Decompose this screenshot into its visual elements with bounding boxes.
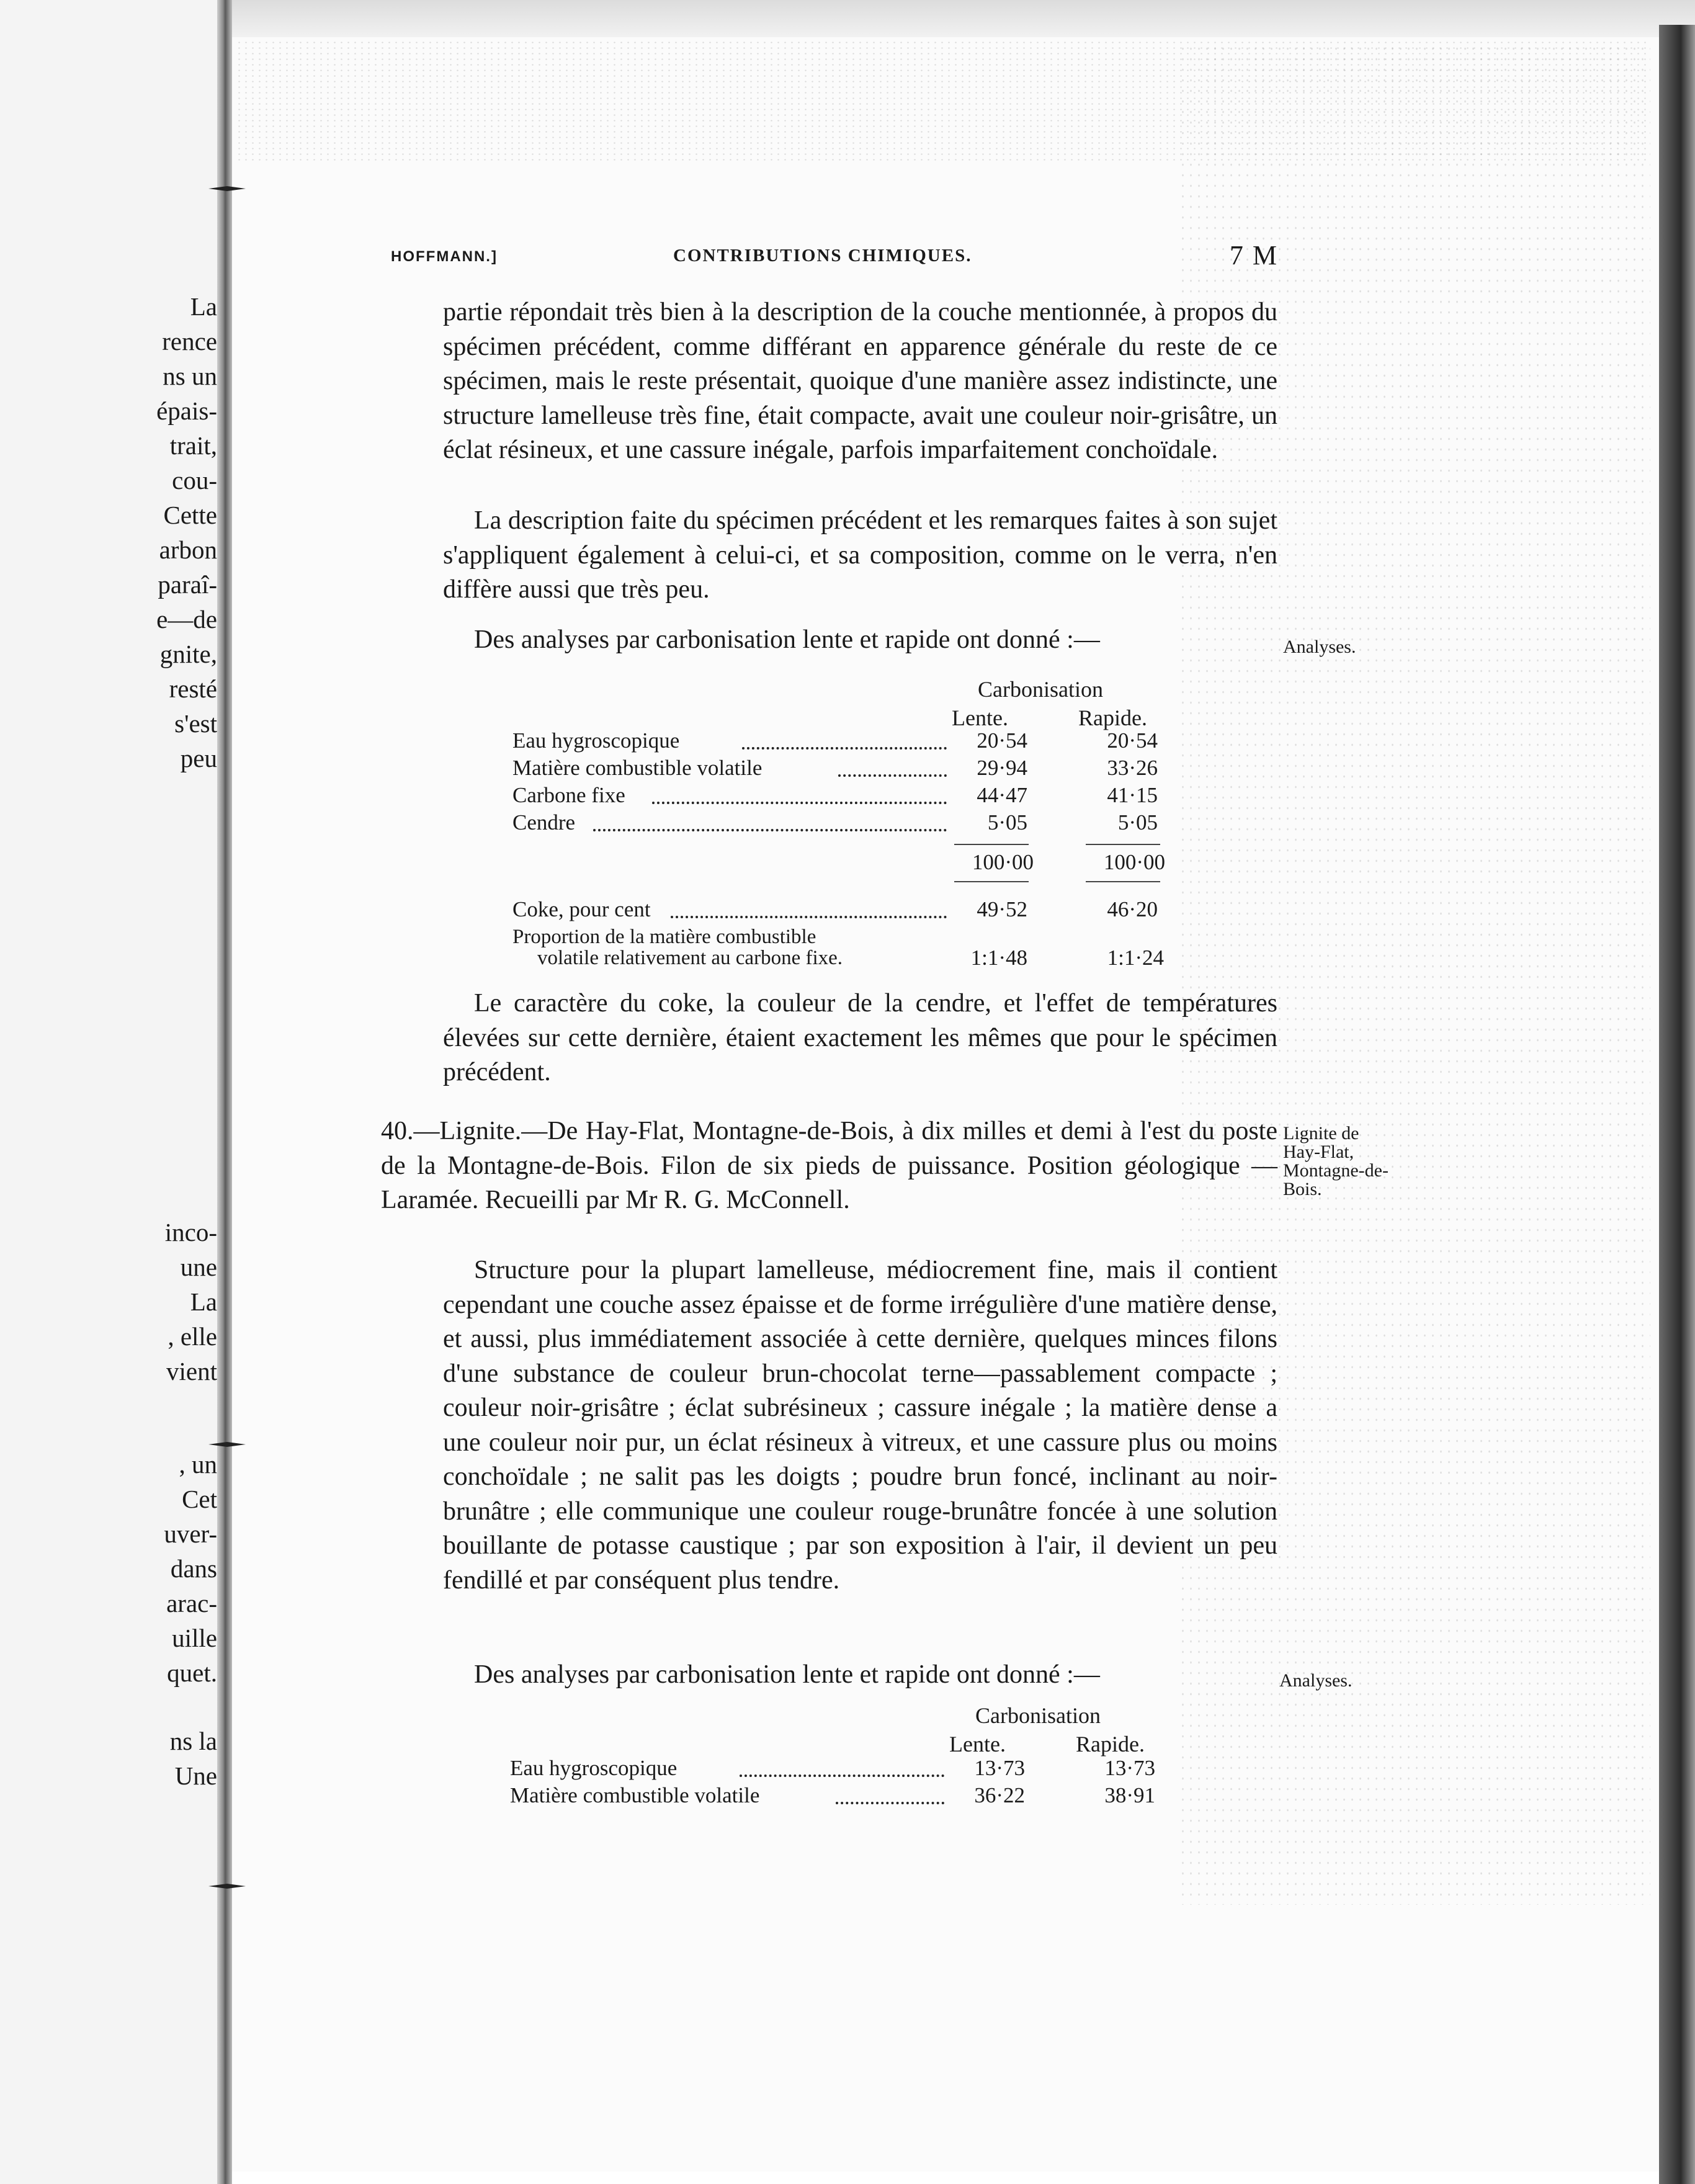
- table-row-label: Cendre: [512, 810, 576, 835]
- page-top-edge: [232, 0, 1695, 40]
- facing-text-line: Cet: [182, 1485, 217, 1513]
- margin-note-line: Bois.: [1283, 1179, 1322, 1199]
- paragraph: partie répondait très bien à la description de la couche mentionnée, à propos du spécimen précédent, comme différant en apparence générale du reste de ce spécimen, mais le reste présentait, quoique d'une manière assez indistincte, une structure lamelleuse très fine, était compacte, avait une couleur noir-grisâtre, un éclat résineux, et une cassure inégale, parfois imparfaitement conchoïdale.: [443, 298, 1277, 464]
- table-cell-rapide: 41·15: [1107, 783, 1158, 807]
- facing-text-line: trait,: [169, 431, 217, 460]
- running-head: [391, 240, 1278, 274]
- facing-text-line: ns un: [163, 362, 217, 390]
- table-total-lente: 100·00: [972, 850, 1034, 874]
- page-number: 7 M: [1229, 240, 1278, 271]
- leader-dots: [838, 774, 947, 777]
- column-header-lente: Lente.: [952, 705, 1008, 730]
- facing-text-line: rence: [162, 327, 217, 356]
- table-cell-lente: 49·52: [977, 897, 1027, 921]
- paragraph: La description faite du spécimen précédent et les remarques faites à son sujet s'appliquent également à celui-ci, et sa composition, comme on le verra, n'en diffère aussi que très peu.: [443, 506, 1277, 604]
- table-rule: [954, 881, 1029, 882]
- table-row-label: Coke, pour cent: [512, 897, 651, 921]
- table-cell-lente: 29·94: [977, 756, 1027, 780]
- facing-text-line: uver-: [164, 1519, 217, 1548]
- margin-note-line: Hay-Flat,: [1283, 1142, 1354, 1162]
- facing-text-line: , un: [179, 1450, 217, 1479]
- table-cell-lente: 1:1·48: [970, 946, 1027, 970]
- book-spine: [217, 0, 232, 2184]
- margin-note-line: Lignite de: [1283, 1123, 1359, 1143]
- table-cell-rapide: 13·73: [1104, 1756, 1155, 1780]
- column-header-rapide: Rapide.: [1076, 1732, 1145, 1757]
- facing-text-line: peu: [180, 744, 217, 772]
- facing-text-line: ns la: [169, 1727, 217, 1755]
- table-body: [512, 728, 1170, 1001]
- facing-text-line: e—de: [156, 605, 217, 633]
- leader-dots: [742, 747, 947, 750]
- column-header-lente: Lente.: [949, 1732, 1006, 1757]
- facing-text-line: s'est: [174, 709, 217, 738]
- column-header-rapide: Rapide.: [1078, 705, 1147, 730]
- facing-text-line: épais-: [156, 396, 217, 425]
- table-total-rapide: 100·00: [1103, 850, 1165, 874]
- table-rule: [1086, 844, 1160, 845]
- leader-dots: [652, 802, 947, 804]
- facing-text-line: , elle: [168, 1322, 217, 1351]
- table-row-label: Matière combustible volatile: [512, 756, 763, 780]
- margin-note-lignite: [1283, 1124, 1389, 1199]
- facing-text-line: arac-: [166, 1589, 217, 1618]
- facing-text-line: dans: [170, 1554, 217, 1583]
- running-head-title: CONTRIBUTIONS CHIMIQUES.: [673, 246, 972, 266]
- table-row-label: Matière combustible volatile: [510, 1783, 760, 1807]
- paragraph: Des analyses par carbonisation lente et rapide ont donné :—: [474, 1660, 1100, 1689]
- table-cell-rapide: 38·91: [1104, 1783, 1155, 1807]
- facing-text-line: arbon: [159, 535, 217, 564]
- facing-text-line: uille: [172, 1624, 217, 1652]
- table-rule: [1086, 881, 1160, 882]
- facing-text-line: La: [190, 292, 217, 321]
- paragraph: Le caractère du coke, la couleur de la cendre, et l'effet de températures élevées sur cette dernière, étaient exactement les mêmes que pour le spécimen précédent.: [443, 989, 1277, 1086]
- leader-dots: [836, 1802, 944, 1804]
- running-head-author: HOFFMANN.]: [391, 248, 498, 265]
- table-header: Carbonisation: [975, 1703, 1101, 1728]
- facing-text-line: La: [190, 1287, 217, 1316]
- margin-note-analyses: Analyses.: [1283, 637, 1356, 657]
- paragraph: Structure pour la plupart lamelleuse, médiocrement fine, mais il contient cependant une couche assez épaisse et de forme irrégulière d'une matière dense, et aussi, plus immédiatement associée à cette dernière, quelques minces filons d'une substance de couleur brun-chocolat terne—passablement compacte ; couleur noir-grisâtre ; éclat subrésineux ; cassure inégale ; la matière dense a une couleur noir pur, un éclat résineux à vitreux, et une cassure plus ou moins conchoïdale ; ne salit pas les doigts ; poudre brun foncé, inclinant au noir-brunâtre ; elle communique une couleur rouge-brunâtre foncée à une solution bouillante de potasse caustique ; par son exposition à l'air, il devient un peu fendillé et par conséquent plus tendre.: [443, 1256, 1277, 1595]
- facing-text-line: inco-: [164, 1218, 217, 1246]
- facing-text-line: quet.: [167, 1658, 217, 1687]
- table-cell-lente: 36·22: [974, 1783, 1025, 1807]
- facing-text-line: une: [180, 1253, 217, 1281]
- page-right-edge: [1659, 25, 1695, 2184]
- table-cell-rapide: 46·20: [1107, 897, 1158, 921]
- facing-text-line: resté: [169, 674, 217, 703]
- table-cell-rapide: 33·26: [1107, 756, 1158, 780]
- leader-dots: [593, 829, 947, 831]
- table-cell-lente: 20·54: [977, 728, 1027, 753]
- table-row-label: Proportion de la matière combustible: [512, 926, 816, 948]
- table-cell-rapide: 1:1·24: [1107, 946, 1164, 970]
- paragraph: Des analyses par carbonisation lente et rapide ont donné :—: [474, 625, 1100, 654]
- facing-text-line: Une: [174, 1761, 217, 1790]
- leader-dots: [671, 916, 947, 918]
- margin-note-line: Montagne-de-: [1283, 1160, 1389, 1181]
- table-cell-rapide: 20·54: [1107, 728, 1158, 753]
- table-header: Carbonisation: [978, 677, 1103, 702]
- table-cell-lente: 44·47: [977, 783, 1027, 807]
- table-body: [510, 1756, 1168, 1818]
- table-cell-lente: 13·73: [974, 1756, 1025, 1780]
- table-row-label: Eau hygroscopique: [512, 728, 680, 753]
- paragraph-lignite-40: 40.—Lignite.—De Hay-Flat, Montagne-de-Bois, à dix milles et demi à l'est du poste de la Montagne-de-Bois. Filon de six pieds de puissance. Position géologique — Laramée. Recueilli par Mr R. G. McConnell.: [381, 1117, 1277, 1214]
- facing-page: [0, 0, 217, 2184]
- table-cell-lente: 5·05: [987, 810, 1027, 835]
- facing-text-line: Cette: [163, 501, 217, 529]
- facing-text-line: vient: [166, 1357, 217, 1385]
- table-row-label: Eau hygroscopique: [510, 1756, 678, 1780]
- table-rule: [954, 844, 1029, 845]
- leader-dots: [740, 1774, 944, 1777]
- facing-text-line: paraî-: [158, 570, 217, 599]
- table-row-label: volatile relativement au carbone fixe.: [537, 947, 843, 969]
- scan-speckle: [236, 40, 1650, 164]
- facing-text-line: gnite,: [159, 640, 217, 668]
- table-cell-rapide: 5·05: [1117, 810, 1158, 835]
- margin-note-analyses: Analyses.: [1279, 1670, 1353, 1691]
- table-row-label: Carbone fixe: [512, 783, 625, 807]
- facing-text-line: cou-: [172, 466, 217, 495]
